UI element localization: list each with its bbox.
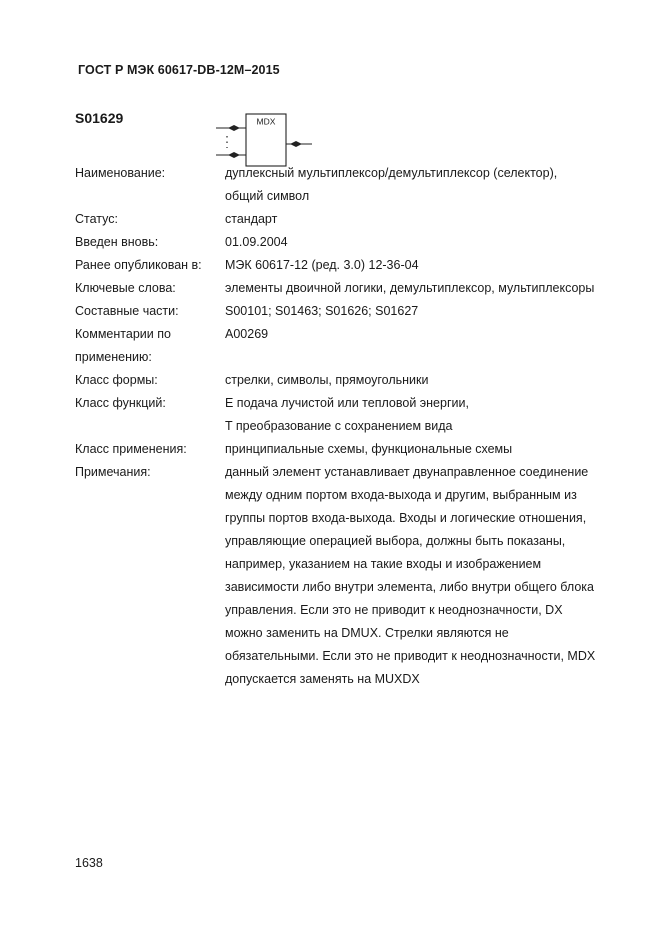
field-function-class <box>75 392 635 438</box>
field-list <box>75 162 635 691</box>
field-label: Примечания: <box>75 465 151 479</box>
field-value: 01.09.2004 <box>225 235 288 249</box>
field-keywords <box>75 277 635 300</box>
field-label: Составные части: <box>75 304 179 318</box>
field-label: Наименование: <box>75 166 166 180</box>
field-value: стандарт <box>225 212 278 226</box>
field-label: Комментарии по применению: <box>75 327 171 364</box>
field-label: Введен вновь: <box>75 235 159 249</box>
field-notes <box>75 461 635 691</box>
field-status <box>75 208 635 231</box>
field-value: стрелки, символы, прямоугольники <box>225 373 429 387</box>
field-components <box>75 300 635 323</box>
port-arrow-out-2 <box>296 141 302 147</box>
port-arrow-bottom <box>228 152 234 158</box>
field-shape-class <box>75 369 635 392</box>
field-name <box>75 162 635 208</box>
document-header: ГОСТ Р МЭК 60617-DB-12M–2015 <box>78 63 280 77</box>
field-comments <box>75 323 635 369</box>
field-label: Ключевые слова: <box>75 281 176 295</box>
field-value: дуплексный мультиплексор/демультиплексор (селектор), общий символ <box>225 166 558 203</box>
field-label: Класс формы: <box>75 373 158 387</box>
field-introduced <box>75 231 635 254</box>
field-value: данный элемент устанавливает двунаправленное соединение между одним портом входа-выхода и другим, выбранным из группы портов входа-выхода. Входы и логические отношения, управляющие операцией выбора, должны быть показаны, например, указанием на такие входы и изображением зависимости либо внутри элемента, либо внутри общего блока управления. Если это не приводит к неоднозначности, DX можно заменить на DMUX. Стрелки являются не обязательными. Если это не приводит к неоднозначности, MDX допускается заменять на MUXDX <box>225 465 596 686</box>
port-arrow-top-2 <box>234 125 240 131</box>
field-value: S00101; S01463; S01626; S01627 <box>225 304 419 318</box>
port-arrow-bottom-2 <box>234 152 240 158</box>
page-number: 1638 <box>75 856 103 870</box>
field-value: E подача лучистой или тепловой энергии, T преобразование с сохранением вида <box>225 396 469 433</box>
field-value: МЭК 60617-12 (ред. 3.0) 12-36-04 <box>225 258 419 272</box>
symbol-label: MDX <box>256 116 276 127</box>
port-arrow-out <box>290 141 296 147</box>
field-application-class <box>75 438 635 461</box>
field-label: Класс применения: <box>75 442 187 456</box>
field-value: элементы двоичной логики, демультиплексор, мультиплексоры <box>225 281 595 295</box>
field-value: A00269 <box>225 327 269 341</box>
field-value: принципиальные схемы, функциональные схемы <box>225 442 513 456</box>
symbol-code: S01629 <box>75 110 124 126</box>
field-label: Статус: <box>75 212 118 226</box>
field-label: Ранее опубликован в: <box>75 258 202 272</box>
field-label: Класс функций: <box>75 396 166 410</box>
field-published <box>75 254 635 277</box>
port-arrow-top <box>228 125 234 131</box>
mdx-symbol <box>212 112 320 168</box>
